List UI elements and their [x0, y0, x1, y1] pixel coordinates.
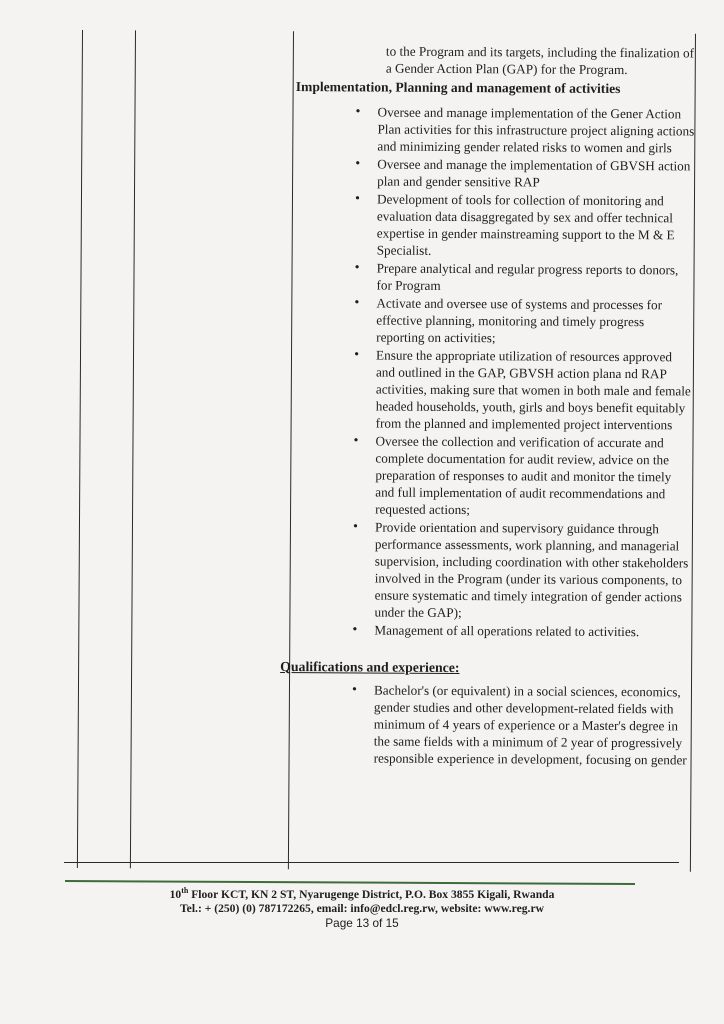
- list-item: [355, 103, 694, 156]
- list-item: [354, 346, 694, 433]
- page-number: Page 13 of 15: [325, 915, 399, 930]
- list-item-text: Activate and oversee use of systems and processes for effective planning, monitoring and timely progress reporting on activities;: [376, 295, 663, 346]
- bullet-icon: •: [352, 622, 358, 638]
- bullet-icon: •: [351, 682, 357, 698]
- list-item-text: Bachelor's (or equivalent) in a social sciences, economics, gender studies and other development-related fields with minimum of 4 years of experience or a Master's degree in the same fields with a minimum of 2 year of progressively responsible experience in development, focusing on gender: [373, 682, 687, 768]
- list-item: [355, 190, 694, 260]
- list-item-text: Oversee the collection and verification of accurate and complete documentation for audit review, advice on the preparation of responses to audit and monitor the timely and full implementation of audit recommendations and requested actions;: [375, 433, 672, 518]
- table-bottom-border: [64, 862, 679, 863]
- list-item: [352, 621, 691, 640]
- list-item: [354, 259, 693, 295]
- bullet-icon: •: [354, 295, 360, 311]
- column-divider-1: [130, 30, 136, 868]
- footer-contact: Tel.: + (250) (0) 787172265, email: info@edcl.reg.rw, website: www.reg.rw: [180, 901, 544, 915]
- list-item-text: Management of all operations related to activities.: [374, 622, 640, 640]
- list-item-text: Provide orientation and supervisory guidance through performance assessments, work planning, and managerial supervision, including coordination with other stakeholders involved in the Program (under its various components, to ensure systematic and timely integration of gender actions under the GAP);: [374, 519, 689, 621]
- bullet-icon: •: [355, 104, 361, 120]
- footer: [0, 884, 724, 930]
- list-item-text: Ensure the appropriate utilization of resources approved and outlined in the GAP, GBVSH action plana nd RAP activities, making sure that women in both male and female headed households, youth, girls and boys benefit equitably from the planned and implemented project interventions: [375, 347, 691, 433]
- activities-list: [286, 103, 694, 640]
- list-item-text: Prepare analytical and regular progress reports to donors, for Program: [376, 260, 679, 293]
- list-item: [352, 518, 692, 622]
- list-item: [355, 155, 694, 191]
- duties-cell: [280, 42, 695, 769]
- list-item-text: Oversee and manage implementation of the Gener Action Plan activities for this infrastructure project aligning actions and minimizing gender related risks to women and girls: [377, 104, 695, 156]
- list-item: [354, 294, 693, 347]
- bullet-icon: •: [354, 260, 360, 276]
- list-item-text: Oversee and manage the implementation of GBVSH action plan and gender sensitive RAP: [377, 156, 691, 190]
- section-title: Implementation, Planning and management of activities: [295, 79, 621, 97]
- list-item: [353, 432, 693, 519]
- qualifications-list: [286, 681, 692, 768]
- bullet-icon: •: [352, 519, 358, 535]
- bullet-icon: •: [354, 191, 360, 207]
- bullet-icon: •: [353, 433, 359, 449]
- list-item: [352, 681, 692, 768]
- qualifications-title: Qualifications and experience:: [280, 658, 460, 676]
- intro-paragraph: to the Program and its targets, including the finalization of a Gender Action Plan (GAP) for the Program.: [385, 43, 695, 78]
- bullet-icon: •: [355, 156, 361, 172]
- bullet-icon: •: [354, 347, 360, 363]
- list-item-text: Development of tools for collection of monitoring and evaluation data disaggregated by sex and offer technical expertise in gender mainstreaming support to the M & E Specialist.: [376, 191, 675, 258]
- footer-address: 10th Floor KCT, KN 2 ST, Nyarugenge District, P.O. Box 3855 Kigali, Rwanda: [169, 886, 555, 901]
